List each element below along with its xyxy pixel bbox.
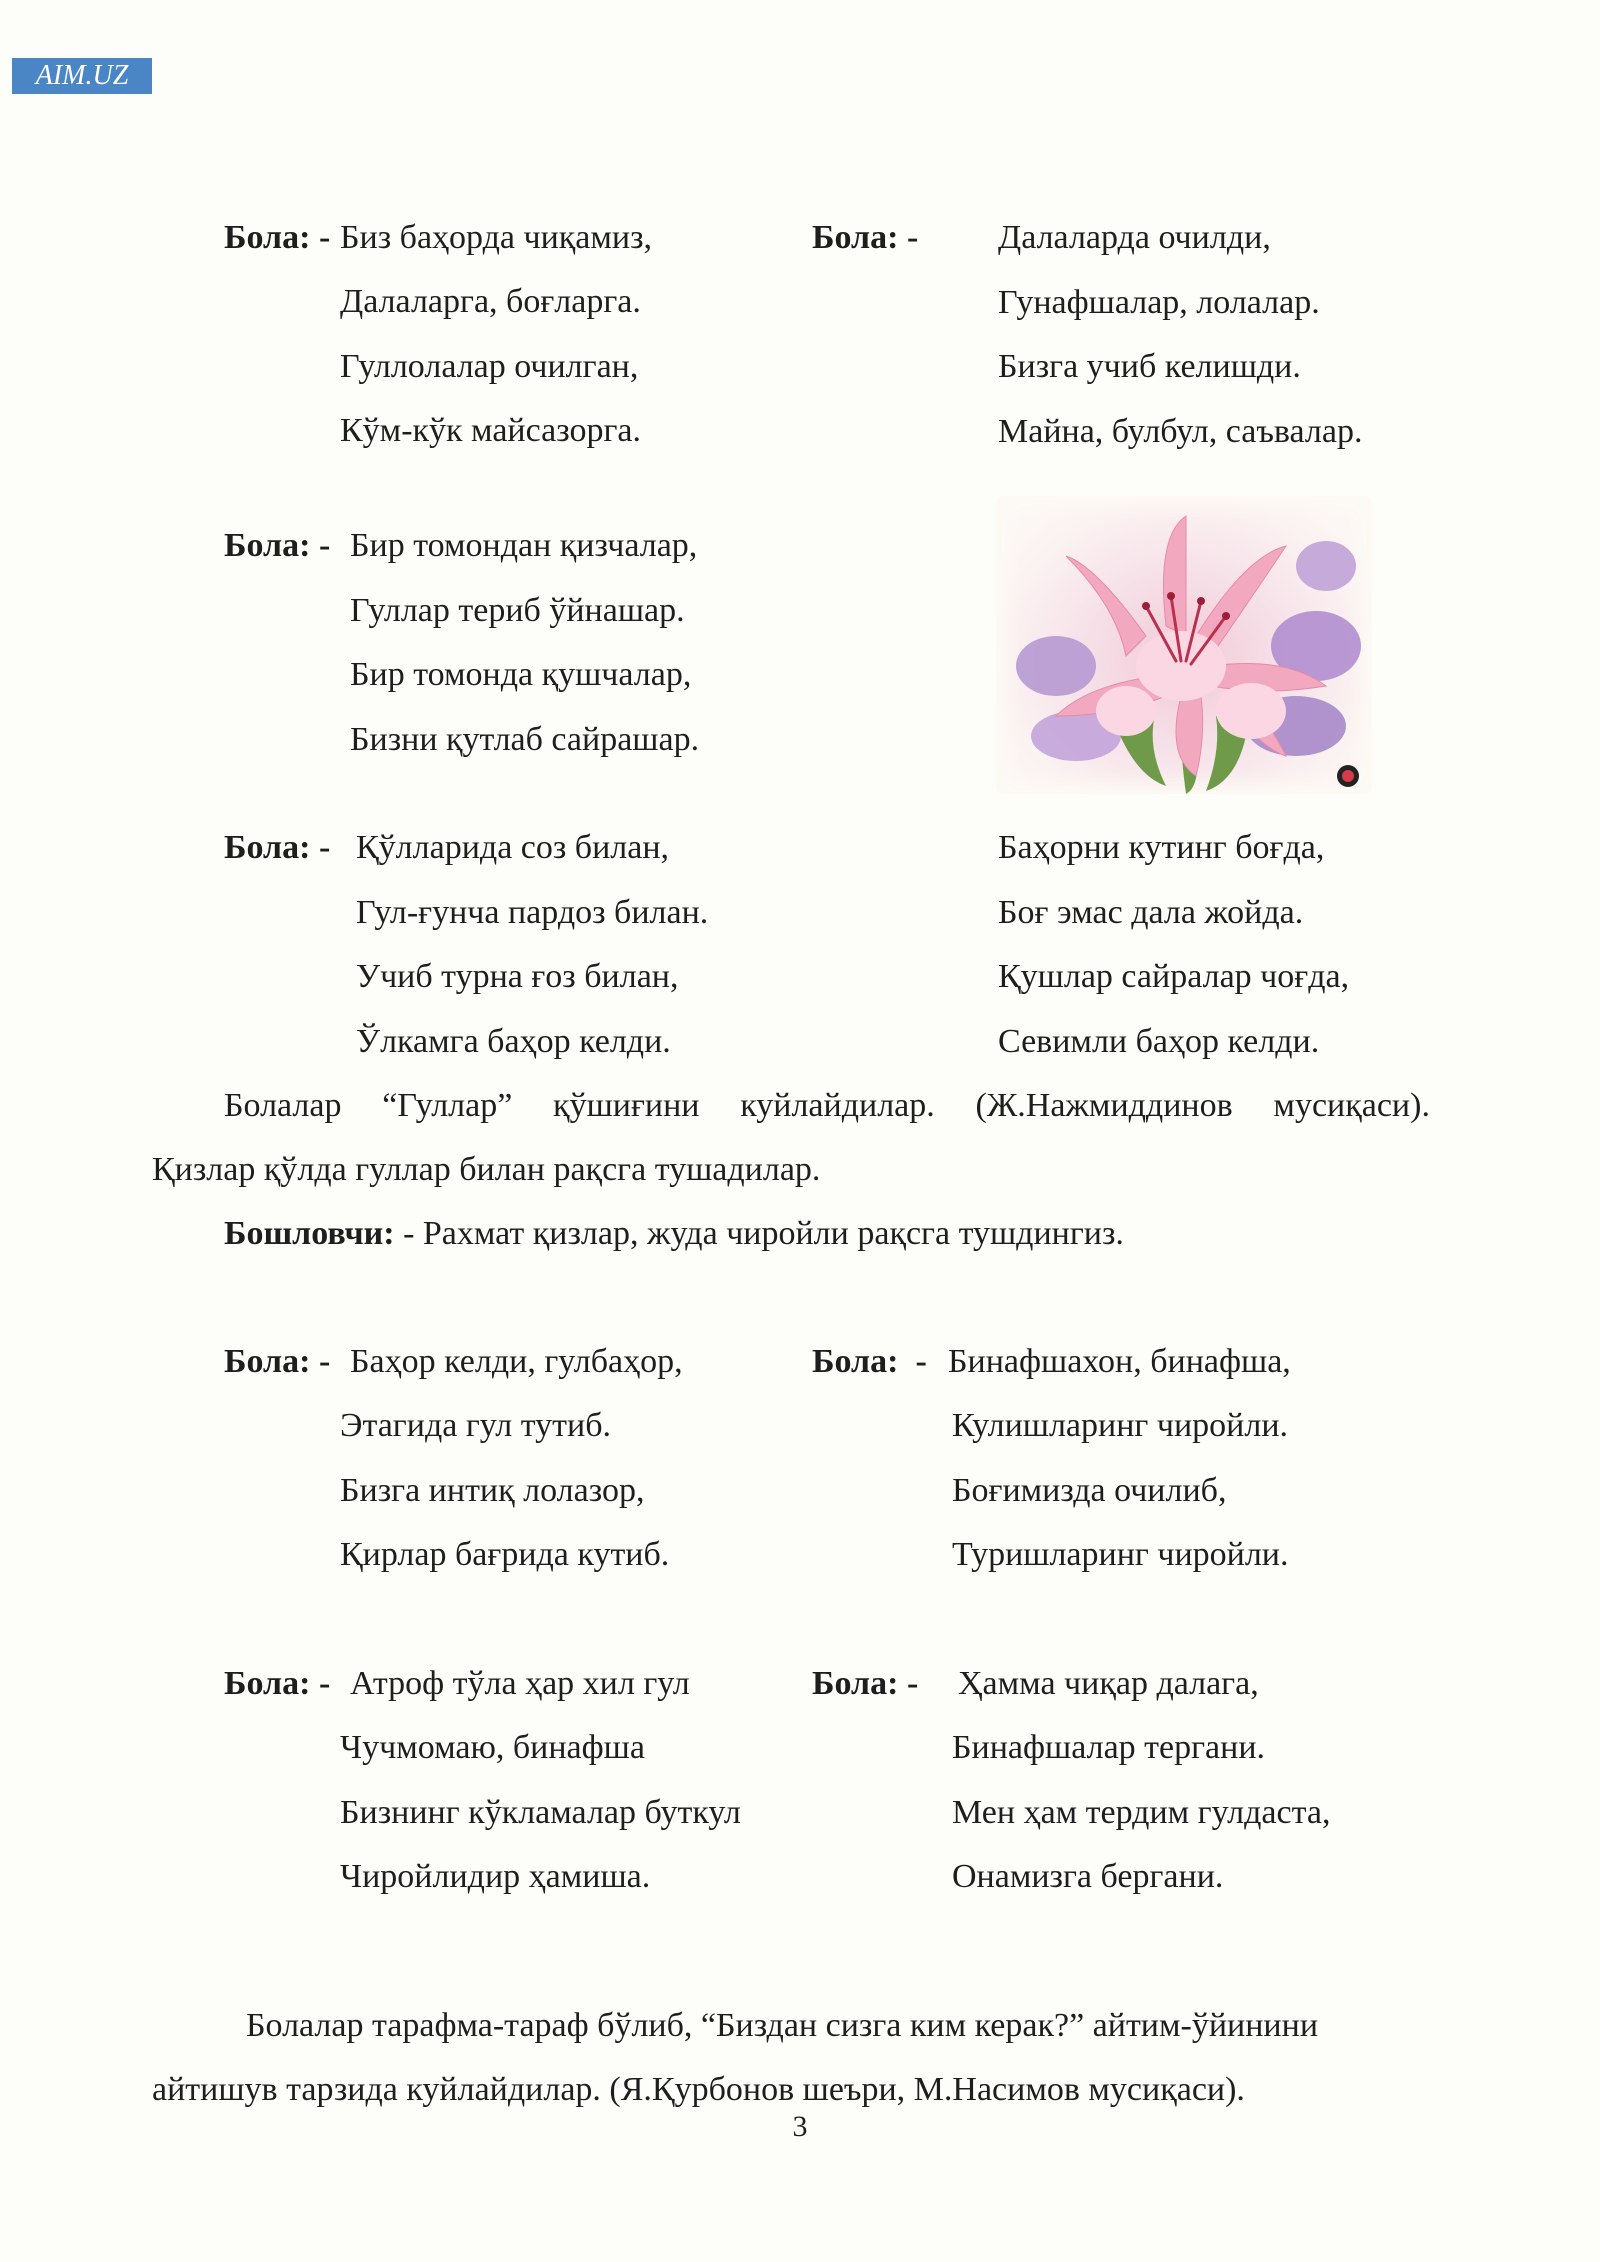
stanza-line: Туришларинг чиройли. (952, 1536, 1289, 1573)
stanza-line: Бир томондан қизчалар, (350, 527, 698, 564)
speaker-label: Бола: - (812, 1343, 927, 1380)
stanza-line: Ҳамма чиқар далага, (958, 1665, 1259, 1702)
stanza-line: Майна, булбул, саъвалар. (998, 412, 1363, 450)
stanza-line: Бир томонда қушчалар, (350, 656, 692, 693)
stanza-line: Далаларда очилди, (998, 219, 1271, 256)
speaker-label: Бола: - (224, 1343, 331, 1380)
stanza-8 (340, 1728, 741, 1922)
paragraph-dance-line: Қизлар қўлда гуллар билан рақсга тушадилар. (152, 1151, 821, 1188)
speaker-label: Бола: - (224, 219, 331, 256)
stanza-line: Боғ эмас дала жойда. (998, 893, 1304, 931)
stanza-9 (952, 1728, 1330, 1922)
flower-bouquet-image (996, 496, 1372, 794)
stanza-3 (350, 526, 699, 784)
speaker-label: Бола: - (224, 1665, 331, 1702)
stanza-line: Далаларга, боғларга. (340, 283, 641, 320)
stanza-line: Биз баҳорда чиқамиз, (340, 219, 653, 256)
host-line: Бошловчи: - Рахмат қизлар, жуда чиройли рақсга тушдингиз. (224, 1215, 1124, 1252)
stanza-2 (998, 218, 1363, 476)
speaker-label: Бола: - (224, 527, 331, 564)
stanza-line: Баҳорни кутинг боғда, (998, 829, 1325, 866)
stanza-line: Бизни қутлаб сайрашар. (350, 720, 700, 758)
stanza-line: Этагида гул тутиб. (340, 1407, 612, 1444)
stanza-line: Гунафшалар, лолалар. (998, 283, 1320, 321)
stanza-line: Кўм-кўк майсазорга. (340, 412, 641, 449)
stanza-line: Чучмомаю, бинафша (340, 1729, 645, 1766)
stanza-line: Учиб турна ғоз билан, (356, 958, 679, 995)
stanza-line: Мен ҳам тердим гулдаста, (952, 1793, 1331, 1831)
stanza-1 (340, 282, 641, 476)
stanza-line: Бинафшахон, бинафша, (948, 1343, 1291, 1380)
stanza-line: Севимли баҳор келди. (998, 1022, 1320, 1060)
site-watermark: AIM.UZ (12, 58, 152, 94)
stanza-4 (356, 828, 708, 1086)
stanza-line: Баҳор келди, гулбаҳор, (350, 1343, 683, 1380)
stanza-7 (952, 1406, 1289, 1600)
stanza-line: Кулишларинг чиройли. (952, 1407, 1289, 1444)
page-number: 3 (792, 2110, 808, 2143)
stanza-line: Чиройлидир ҳамиша. (340, 1858, 651, 1895)
paragraph-song-line: Болалар “Гуллар” қўшиғини куйлайдилар. (Ж.Нажмиддинов мусиқаси). (224, 1087, 1430, 1124)
stanza-line: Қирлар бағрида кутиб. (340, 1536, 670, 1573)
stanza-5 (998, 828, 1349, 1086)
stanza-line: Бизга учиб келишди. (998, 348, 1301, 385)
stanza-line: Боғимизда очилиб, (952, 1471, 1227, 1509)
flower-bouquet-illustration (996, 496, 1372, 794)
paragraph-credits-line: айтишув тарзида куйлайдилар. (Я.Қурбонов шеъри, М.Насимов мусиқаси). (152, 2071, 1245, 2108)
stanza-line: Қушлар сайралар чоғда, (998, 958, 1350, 995)
logo-mark (1337, 765, 1359, 787)
stanza-line: Ўлкамга баҳор келди. (356, 1022, 671, 1060)
stanza-line: Гуллар териб ўйнашар. (350, 591, 685, 629)
paragraph-game-line: Болалар тарафма-тараф бўлиб, “Биздан сизга ким керак?” айтим-ўйинини (246, 2007, 1319, 2044)
speaker-label: Бола: - (812, 1665, 919, 1702)
stanza-line: Гуллолалар очилган, (340, 347, 639, 385)
stanza-line: Бизга интиқ лолазор, (340, 1471, 645, 1509)
speaker-label: Бола: - (224, 829, 331, 866)
stanza-6 (340, 1406, 669, 1600)
stanza-line: Гул-ғунча пардоз билан. (356, 893, 709, 931)
stanza-line: Қўлларида соз билан, (356, 829, 670, 866)
stanza-line: Онамизга бергани. (952, 1858, 1224, 1895)
speaker-label: Бола: - (812, 219, 919, 256)
stanza-line: Атроф тўла ҳар хил гул (350, 1665, 690, 1702)
stanza-line: Бизнинг кўкламалар буткул (340, 1793, 741, 1831)
stanza-line: Бинафшалар тергани. (952, 1729, 1266, 1766)
